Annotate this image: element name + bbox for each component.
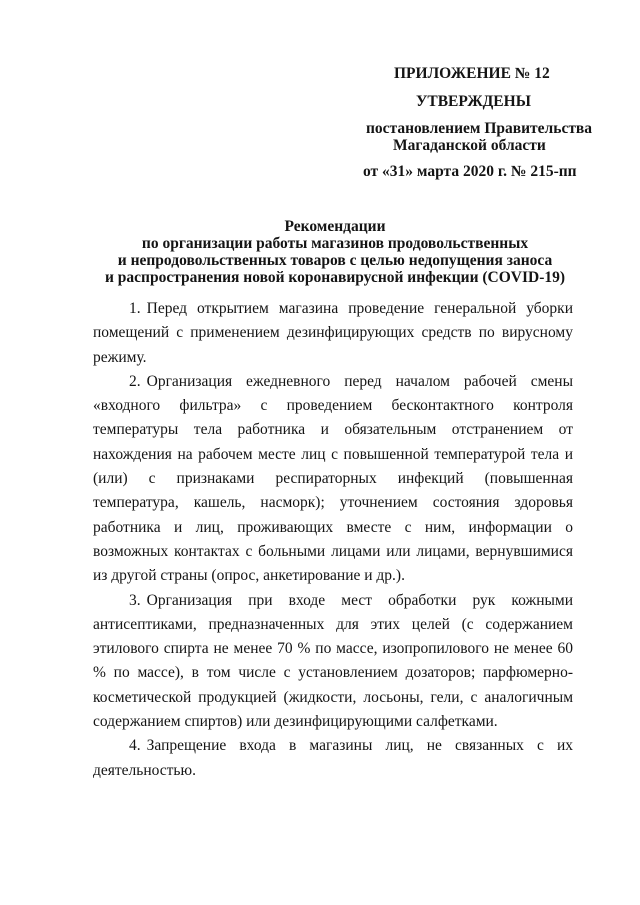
list-item — [93, 370, 573, 589]
item-number: 4. — [129, 737, 141, 755]
recommendations-list — [93, 297, 573, 783]
list-item — [93, 297, 573, 370]
item-text: Запрещение входа в магазины лиц, не связанных с их деятельностью. — [93, 737, 573, 779]
title-line-4: и распространения новой коронавирусной инфекции (COVID-19) — [104, 269, 566, 286]
title-line-1: Рекомендации — [284, 218, 386, 235]
list-item — [93, 734, 573, 783]
item-number: 2. — [129, 372, 141, 390]
item-text: Организация ежедневного перед началом рабочей смены «входного фильтра» с проведением бесконтактного контроля температуры тела работника и обязательным отстранением от нахождения на рабочем месте лиц с повышенной температурой тела и (или) с признаками респираторных инфекций (повышенная температура, кашель, насморк); уточнением состояния здоровья работника и лиц, проживающих вместе с ним, информации о возможных контактах с больными лицами или лицами, вернувшимися из другой страны (опрос, анкетирование и др.). — [93, 372, 573, 585]
title-line-2: по организации работы магазинов продовольственных — [141, 235, 529, 252]
item-text: Перед открытием магазина проведение генеральной уборки помещений с применением дезинфицирующих средств по вирусному режиму. — [93, 300, 573, 366]
item-text: Организация при входе мест обработки рук кожными антисептиками, предназначенных для этих целей (с содержанием этилового спирта не менее 70 % по массе, изопропилового не менее 60 % по массе), в том числе с установлением дозаторов; парфюмерно-косметической продукцией (жидкости, лосьоны, гели, с аналогичным содержанием спиртов) или дезинфицирующими салфетками. — [93, 591, 573, 731]
list-item — [93, 589, 573, 735]
approved-label: УТВЕРЖДЕНЫ — [416, 93, 531, 110]
decree-date: от «31» марта 2020 г. № 215-пп — [363, 163, 577, 180]
title-line-3: и непродовольственных товаров с целью недопущения заноса — [117, 252, 553, 269]
appendix-number: ПРИЛОЖЕНИЕ № 12 — [394, 65, 550, 82]
decree-line-1: постановлением Правительства — [366, 120, 593, 137]
document-title — [60, 218, 610, 286]
item-number: 1. — [129, 300, 141, 317]
decree-line-2: Магаданской области — [393, 137, 546, 154]
item-number: 3. — [129, 591, 141, 609]
